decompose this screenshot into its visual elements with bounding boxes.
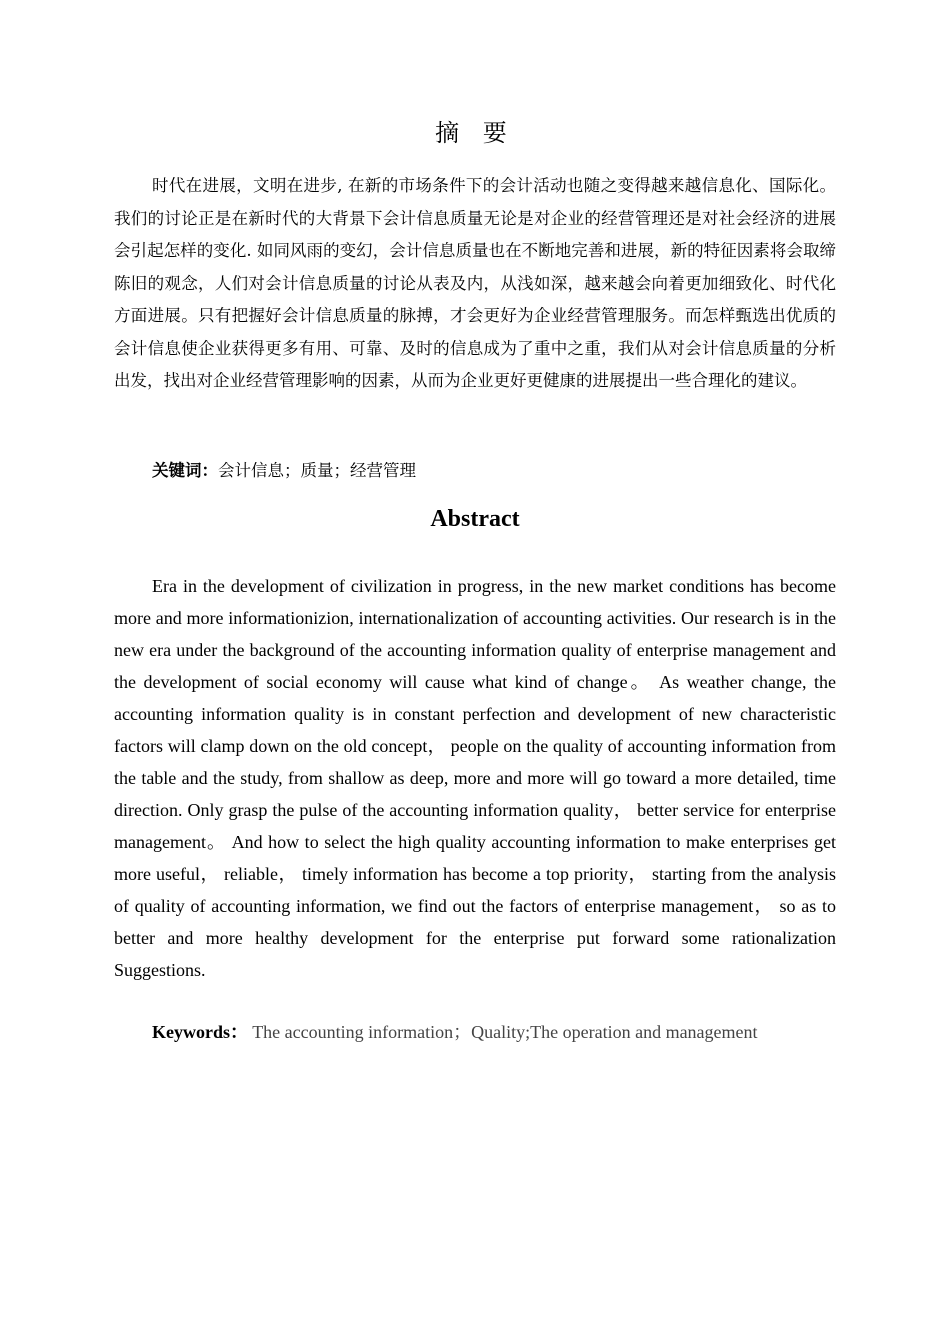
chinese-keywords <box>152 456 836 486</box>
chinese-keywords-value: 会计信息；质量；经营管理 <box>218 461 416 480</box>
chinese-abstract-title: 摘 要 <box>435 119 515 147</box>
english-keywords <box>152 1016 836 1048</box>
english-abstract-title: Abstract <box>430 506 520 532</box>
chinese-keywords-label: 关键词： <box>152 461 218 480</box>
english-keywords-value: The accounting information；Quality;The operation and management <box>252 1022 758 1042</box>
english-keywords-label: Keywords： <box>152 1022 248 1042</box>
english-abstract-body: Era in the development of civilization in progress, in the new market conditions has become more and more informationizion, internationalization of accounting activities. Our research is in the new era under the background of the accounting information quality of enterprise management and the development of social economy will cause what kind of change。 As weather change, the accounting information quality is in constant perfection and development of new characteristic factors will clamp down on the old concept， people on the quality of accounting information from the table and the study, from shallow as deep, more and more will go toward a more detailed, time direction. Only grasp the pulse of the accounting information quality， better service for enterprise management。 And how to select the high quality accounting information to make enterprises get more useful， reliable， timely information has become a top priority， starting from the analysis of quality of accounting information, we find out the factors of enterprise management， so as to better and more healthy development for the enterprise put forward some rationalization Suggestions. <box>114 576 836 980</box>
chinese-abstract-body: 时代在进展，文明在进步, 在新的市场条件下的会计活动也随之变得越来越信息化、国际化。我们的讨论正是在新时代的大背景下会计信息质量无论是对企业的经营管理还是对社会经济的进展会引起怎样的变化. 如同风雨的变幻，会计信息质量也在不断地完善和进展，新的特征因素将会取缔陈旧的观念，人们对会计信息质量的讨论从表及内，从浅如深，越来越会向着更加细致化、时代化方面进展。只有把握好会计信息质量的脉搏，才会更好为企业经营管理服务。而怎样甄选出优质的会计信息使企业获得更多有用、可靠、及时的信息成为了重中之重，我们从对会计信息质量的分析出发，找出对企业经营管理影响的因素，从而为企业更好更健康的进展提出一些合理化的建议。 <box>114 176 836 390</box>
